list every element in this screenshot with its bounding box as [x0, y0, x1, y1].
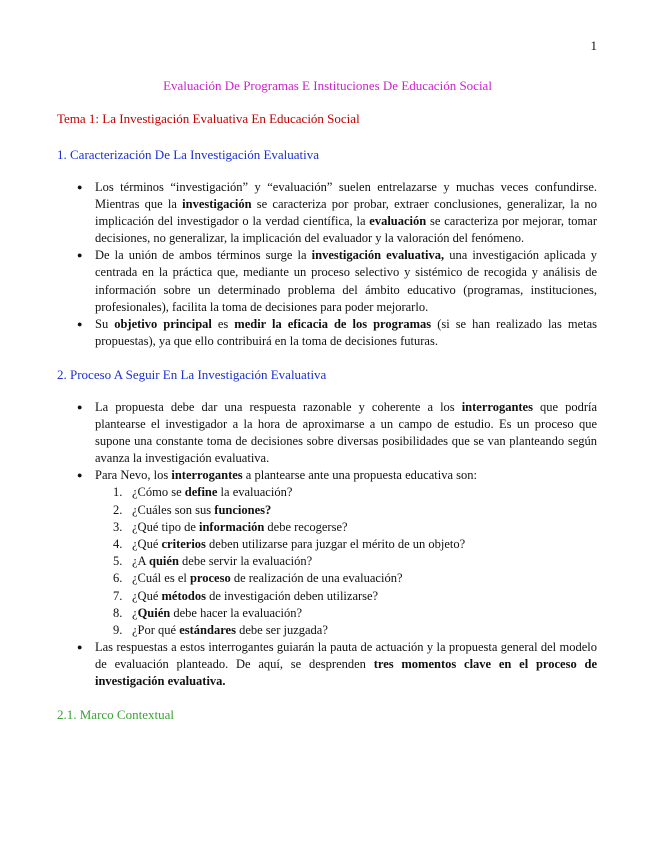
list-item: ● La propuesta debe dar una respuesta razonable y coherente a los interrogantes que podría plantearse el investigador a la hora de aproximarse a un campo de estudio. Es un proceso que supone una constante toma de decisiones sobre diversas posibilidades que se van planteando según avanza la investigación evaluativa. [57, 399, 597, 467]
question-item: 1. ¿Cómo se define la evaluación? [113, 485, 293, 500]
page-number: 1 [590, 38, 597, 53]
question-item: 8. ¿Quién debe hacer la evaluación? [113, 605, 303, 620]
question-item: 9. ¿Por qué estándares debe ser juzgada? [113, 623, 328, 638]
question-item: 5. ¿A quién debe servir la evaluación? [113, 554, 313, 569]
tema-heading: Tema 1: La Investigación Evaluativa En Educación Social [57, 111, 360, 126]
section-2-list [57, 399, 597, 691]
list-item: ● Las respuestas a estos interrogantes guiarán la pauta de actuación y la propuesta general del modelo de evaluación planteado. De aquí, se desprenden tres momentos clave en el proceso de investigación evaluativa. [57, 639, 597, 690]
question-item: 2. ¿Cuáles son sus funciones? [113, 502, 272, 517]
list-item: ● Los términos “investigación” y “evaluación” suelen entrelazarse y muchas veces confundirse. Mientras que la investigación se caracteriza por probar, extraer conclusiones, generalizar, la no implicación del investigador o la verdad científica, la evaluación se caracteriza por mejorar, tomar decisiones, no generalizar, la implicación del evaluador y la valoración del fenómeno. [57, 179, 597, 247]
document-title: Evaluación De Programas E Instituciones De Educación Social [163, 78, 492, 93]
question-item: 4. ¿Qué criterios deben utilizarse para juzgar el mérito de un objeto? [113, 537, 466, 552]
list-item: ● Para Nevo, los interrogantes a plantearse ante una propuesta educativa son: 1. ¿Cómo se define la evaluación? 2. ¿Cuáles son sus funciones? 3. ¿Qué tipo de información debe recogerse? 4. ¿Qué criterios deben utilizarse para juzgar el mérito de un objeto? 5. ¿A quién debe servir la evaluación? 6. ¿Cuál es el proceso de realización de una evaluación? 7. ¿Qué métodos de investigación deben utilizarse? 8. ¿Quién debe hacer la evaluación? 9. ¿Por qué estándares debe ser juzgada? [57, 467, 597, 639]
question-item: 7. ¿Qué métodos de investigación deben utilizarse? [113, 588, 379, 603]
question-item: 3. ¿Qué tipo de información debe recogerse? [113, 519, 348, 534]
subsection-heading: 2.1. Marco Contextual [57, 707, 174, 722]
list-item: ● Su objetivo principal es medir la eficacia de los programas (si se han realizado las metas propuestas), ya que ello contribuirá en la toma de decisiones futuras. [57, 316, 597, 350]
list-item: ● De la unión de ambos términos surge la investigación evaluativa, una investigación aplicada y centrada en la práctica que, mediante un proceso selectivo y sistémico de recogida y análisis de información sobre un determinado problema del ámbito educativo (programas, instituciones, profesionales), facilita la toma de decisiones para poder mejorarlo. [57, 247, 597, 315]
question-item: 6. ¿Cuál es el proceso de realización de una evaluación? [113, 571, 403, 586]
section-2-heading: 2. Proceso A Seguir En La Investigación Evaluativa [57, 367, 327, 382]
nevo-questions-list [95, 484, 597, 639]
section-1-heading: 1. Caracterización De La Investigación Evaluativa [57, 147, 320, 162]
section-1-list [57, 179, 597, 350]
